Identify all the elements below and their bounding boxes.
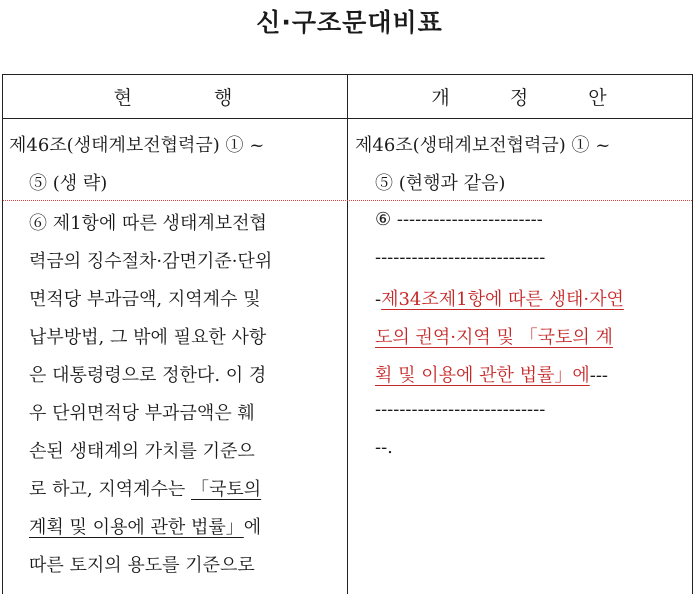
header-current <box>3 83 343 110</box>
current-p6-line: 우 단위면적당 부과금액은 훼 <box>29 403 255 424</box>
proposed-p6-line <box>375 323 613 349</box>
current-p6-line: 납부방법, 그 밖에 필요한 사항 <box>29 327 267 348</box>
current-p6-line <box>29 513 261 539</box>
proposed-amended-text: 획 및 이용에 관한 법률」에 <box>375 365 590 386</box>
proposed-amended-text: 도의 권역·지역 및 「국토의 계 <box>375 327 613 348</box>
header-proposed-char-2: 정 <box>509 87 529 109</box>
proposed-p6-line <box>375 285 624 311</box>
header-proposed-char-3: 안 <box>588 87 607 109</box>
current-p6-text: 로 하고, 지역계수는 <box>29 479 191 500</box>
proposed-dash: --- <box>589 365 609 386</box>
current-p6-underlined: 「국토의 <box>191 479 262 500</box>
current-p6-underlined: 계획 및 이용에 관한 법률」 <box>29 517 244 538</box>
current-p6-line: 따른 토지의 용도를 기준으로 <box>29 555 255 576</box>
row-divider <box>3 200 692 201</box>
page-title: 신·구조문대비표 <box>256 8 443 37</box>
column-divider <box>347 75 348 594</box>
proposed-p6-line: ⑥ ------------------------ <box>375 209 543 230</box>
header-current-char-2: 행 <box>214 87 233 109</box>
current-p6-line <box>29 475 261 501</box>
proposed-p6-line <box>375 361 608 387</box>
current-p6-line: 면적당 부과금액, 지역계수 및 <box>29 289 261 310</box>
proposed-p6-line: ---------------------------- <box>375 247 546 268</box>
comparison-table <box>2 74 693 594</box>
current-omitted: ⑤ (생 략) <box>29 173 108 194</box>
header-divider <box>3 118 692 119</box>
header-proposed-char-1: 개 <box>431 87 450 109</box>
current-p6-line: 력금의 징수절차·감면기준·단위 <box>29 251 273 272</box>
proposed-p6-line: --. <box>375 437 393 458</box>
header-current-char-1: 현 <box>113 87 132 109</box>
proposed-same-as-current: ⑤ (현행과 같음) <box>375 173 506 194</box>
current-p6-line: 손된 생태계의 가치를 기준으 <box>29 441 255 462</box>
current-p6-line: 은 대통령령으로 정한다. 이 경 <box>29 365 267 386</box>
header-proposed <box>349 83 689 110</box>
proposed-article-heading: 제46조(생태계보전협력금) ① ~ <box>355 135 611 156</box>
current-article-heading: 제46조(생태계보전협력금) ① ~ <box>9 135 265 156</box>
proposed-p6-line: ---------------------------- <box>375 399 546 420</box>
current-p6-line: ⑥ 제1항에 따른 생태계보전협 <box>29 213 267 234</box>
current-p6-text: 에 <box>243 517 262 538</box>
proposed-amended-text: 제34조제1항에 따른 생태·자연 <box>381 289 624 310</box>
proposed-dash: - <box>375 289 382 310</box>
